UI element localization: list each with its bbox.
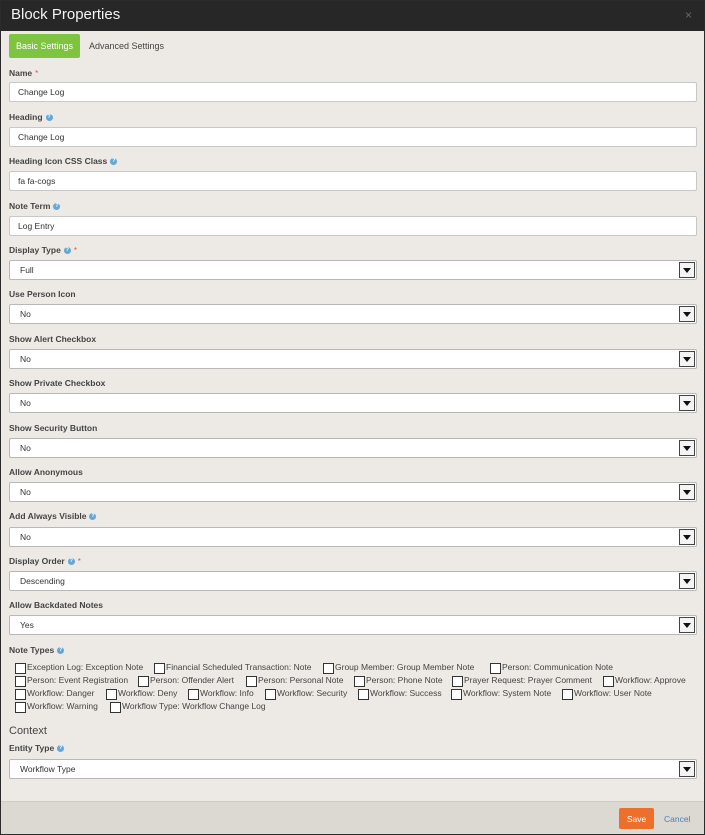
chevron-down-icon[interactable] (679, 484, 695, 500)
help-icon[interactable]: ? (91, 512, 95, 519)
display-order-select[interactable] (9, 571, 697, 591)
checkbox-item[interactable]: Person: Offender Alert (138, 673, 234, 687)
checkbox-item[interactable]: Workflow: User Note (562, 686, 652, 700)
show-security-value: No (20, 443, 31, 453)
help-icon[interactable]: ? (112, 157, 116, 164)
checkbox-item[interactable]: Workflow: Info (188, 686, 254, 700)
add-always-visible-label: Add Always Visible ? (9, 511, 95, 521)
heading-label: Heading ? (9, 112, 51, 122)
heading-icon-input[interactable]: fa fa-cogs (9, 171, 697, 191)
tab-advanced-settings[interactable]: Advanced Settings (89, 41, 165, 51)
heading-icon-label: Heading Icon CSS Class ? (9, 156, 116, 166)
required-marker: * (35, 68, 39, 78)
checkbox-item[interactable]: Financial Scheduled Transaction: Note (154, 660, 312, 674)
help-icon[interactable]: ? (59, 744, 63, 751)
checkbox-item[interactable]: Prayer Request: Prayer Comment (452, 673, 592, 687)
context-heading: Context (9, 725, 47, 737)
entity-type-select[interactable] (9, 759, 697, 779)
checkbox-row (15, 660, 697, 672)
add-always-visible-select[interactable] (9, 527, 697, 547)
heading-input[interactable]: Change Log (9, 127, 697, 147)
allow-anonymous-label: Allow Anonymous (9, 467, 83, 477)
chevron-down-icon[interactable] (679, 306, 695, 322)
chevron-down-icon[interactable] (679, 351, 695, 367)
add-always-visible-value: No (20, 532, 31, 542)
checkbox-item[interactable]: Workflow: Security (265, 686, 347, 700)
show-private-select[interactable] (9, 393, 697, 413)
checkbox-item[interactable]: Person: Event Registration (15, 673, 128, 687)
checkbox-row (15, 699, 697, 711)
display-type-label: Display Type ? * (9, 245, 77, 255)
checkbox-item[interactable]: Workflow: Approve (603, 673, 686, 687)
chevron-down-icon[interactable] (679, 395, 695, 411)
checkbox-item[interactable]: Workflow: Warning (15, 699, 98, 713)
note-types-label: Note Types ? (9, 645, 63, 655)
checkbox-item[interactable]: Group Member: Group Member Note (323, 660, 474, 674)
checkbox[interactable] (110, 702, 121, 713)
display-order-value: Descending (20, 576, 65, 586)
checkbox-item[interactable]: Person: Communication Note (490, 660, 613, 674)
required-marker: * (73, 245, 77, 255)
cancel-link[interactable]: Cancel (664, 813, 691, 824)
help-icon[interactable]: ? (55, 202, 59, 209)
checkbox-item[interactable]: Workflow: Success (358, 686, 442, 700)
name-input[interactable]: Change Log (9, 82, 697, 102)
checkbox[interactable] (15, 702, 26, 713)
checkbox-item[interactable]: Exception Log: Exception Note (15, 660, 143, 674)
help-icon[interactable]: ? (47, 113, 51, 120)
allow-backdated-value: Yes (20, 620, 34, 630)
tab-basic-settings[interactable]: Basic Settings (9, 34, 80, 58)
checkbox-item[interactable]: Workflow Type: Workflow Change Log (110, 699, 266, 713)
checkbox-item[interactable]: Workflow: Danger (15, 686, 94, 700)
allow-anonymous-select[interactable] (9, 482, 697, 502)
close-icon[interactable]: × (684, 8, 692, 22)
checkbox-item[interactable]: Workflow: System Note (451, 686, 551, 700)
help-icon[interactable]: ? (59, 646, 63, 653)
checkbox-item[interactable]: Person: Personal Note (246, 673, 344, 687)
chevron-down-icon[interactable] (679, 761, 695, 777)
display-order-label: Display Order ? * (9, 556, 81, 566)
show-alert-label: Show Alert Checkbox (9, 334, 97, 344)
chevron-down-icon[interactable] (679, 617, 695, 633)
use-person-icon-select[interactable] (9, 304, 697, 324)
use-person-icon-value: No (20, 309, 31, 319)
help-icon[interactable]: ? (69, 557, 73, 564)
checkbox-item[interactable]: Workflow: Deny (106, 686, 177, 700)
use-person-icon-label: Use Person Icon (9, 289, 76, 299)
chevron-down-icon[interactable] (679, 573, 695, 589)
entity-type-value: Workflow Type (20, 764, 76, 774)
chevron-down-icon[interactable] (679, 529, 695, 545)
show-private-label: Show Private Checkbox (9, 378, 106, 388)
allow-backdated-label: Allow Backdated Notes (9, 600, 103, 610)
entity-type-label: Entity Type ? (9, 743, 63, 753)
display-type-value: Full (20, 265, 34, 275)
help-icon[interactable]: ? (65, 246, 69, 253)
required-marker: * (77, 556, 81, 566)
modal-header (1, 1, 704, 31)
note-term-label: Note Term ? (9, 201, 59, 211)
save-button[interactable]: Save (619, 808, 654, 829)
show-alert-select[interactable] (9, 349, 697, 369)
show-private-value: No (20, 398, 31, 408)
chevron-down-icon[interactable] (679, 262, 695, 278)
checkbox-item[interactable]: Person: Phone Note (354, 673, 443, 687)
chevron-down-icon[interactable] (679, 440, 695, 456)
checkbox-row (15, 673, 697, 685)
name-label: Name * (9, 68, 39, 78)
show-security-label: Show Security Button (9, 423, 98, 433)
modal-title: Block Properties (11, 6, 121, 23)
note-term-input[interactable]: Log Entry (9, 216, 697, 236)
checkbox-row (15, 686, 697, 698)
allow-backdated-select[interactable] (9, 615, 697, 635)
show-alert-value: No (20, 354, 31, 364)
display-type-select[interactable] (9, 260, 697, 280)
modal-footer (1, 801, 704, 834)
show-security-select[interactable] (9, 438, 697, 458)
allow-anonymous-value: No (20, 487, 31, 497)
